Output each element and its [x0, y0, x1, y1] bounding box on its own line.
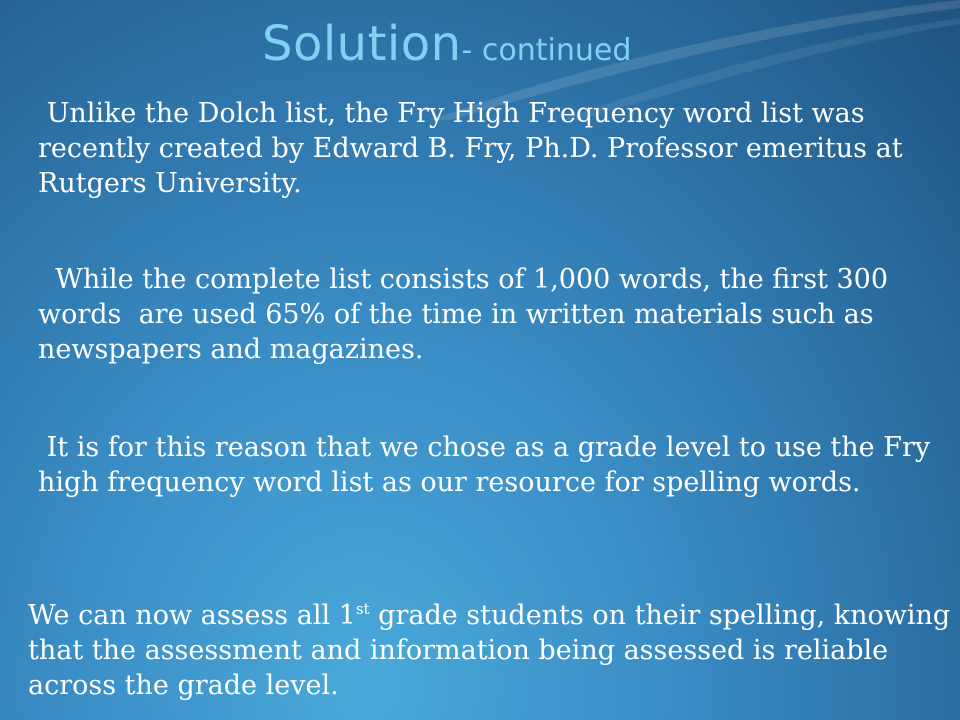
- assessment-text-end: grade students on their spelling, knowing that the assessment and information being assessed is reliable across the grade level.: [28, 600, 959, 701]
- title-main: Solution: [262, 16, 462, 72]
- assessment-text-start: We can now assess all 1: [28, 600, 356, 631]
- paragraph-assessment: [28, 598, 959, 703]
- ordinal-superscript: st: [355, 600, 370, 618]
- paragraph-reason: It is for this reason that we chose as a grade level to use the Fry high frequency word list as our resource for spelling words.: [38, 432, 939, 498]
- slide-title: [262, 16, 632, 72]
- paragraph-word-usage: While the complete list consists of 1,000 words, the first 300 words are used 65% of the time in written materials such as newspapers and magazines.: [38, 264, 897, 365]
- paragraph-fry-list-origin: Unlike the Dolch list, the Fry High Frequency word list was recently created by Edward B. Fry, Ph.D. Professor emeritus at Rutgers University.: [38, 98, 912, 199]
- title-subtitle: - continued: [461, 33, 632, 68]
